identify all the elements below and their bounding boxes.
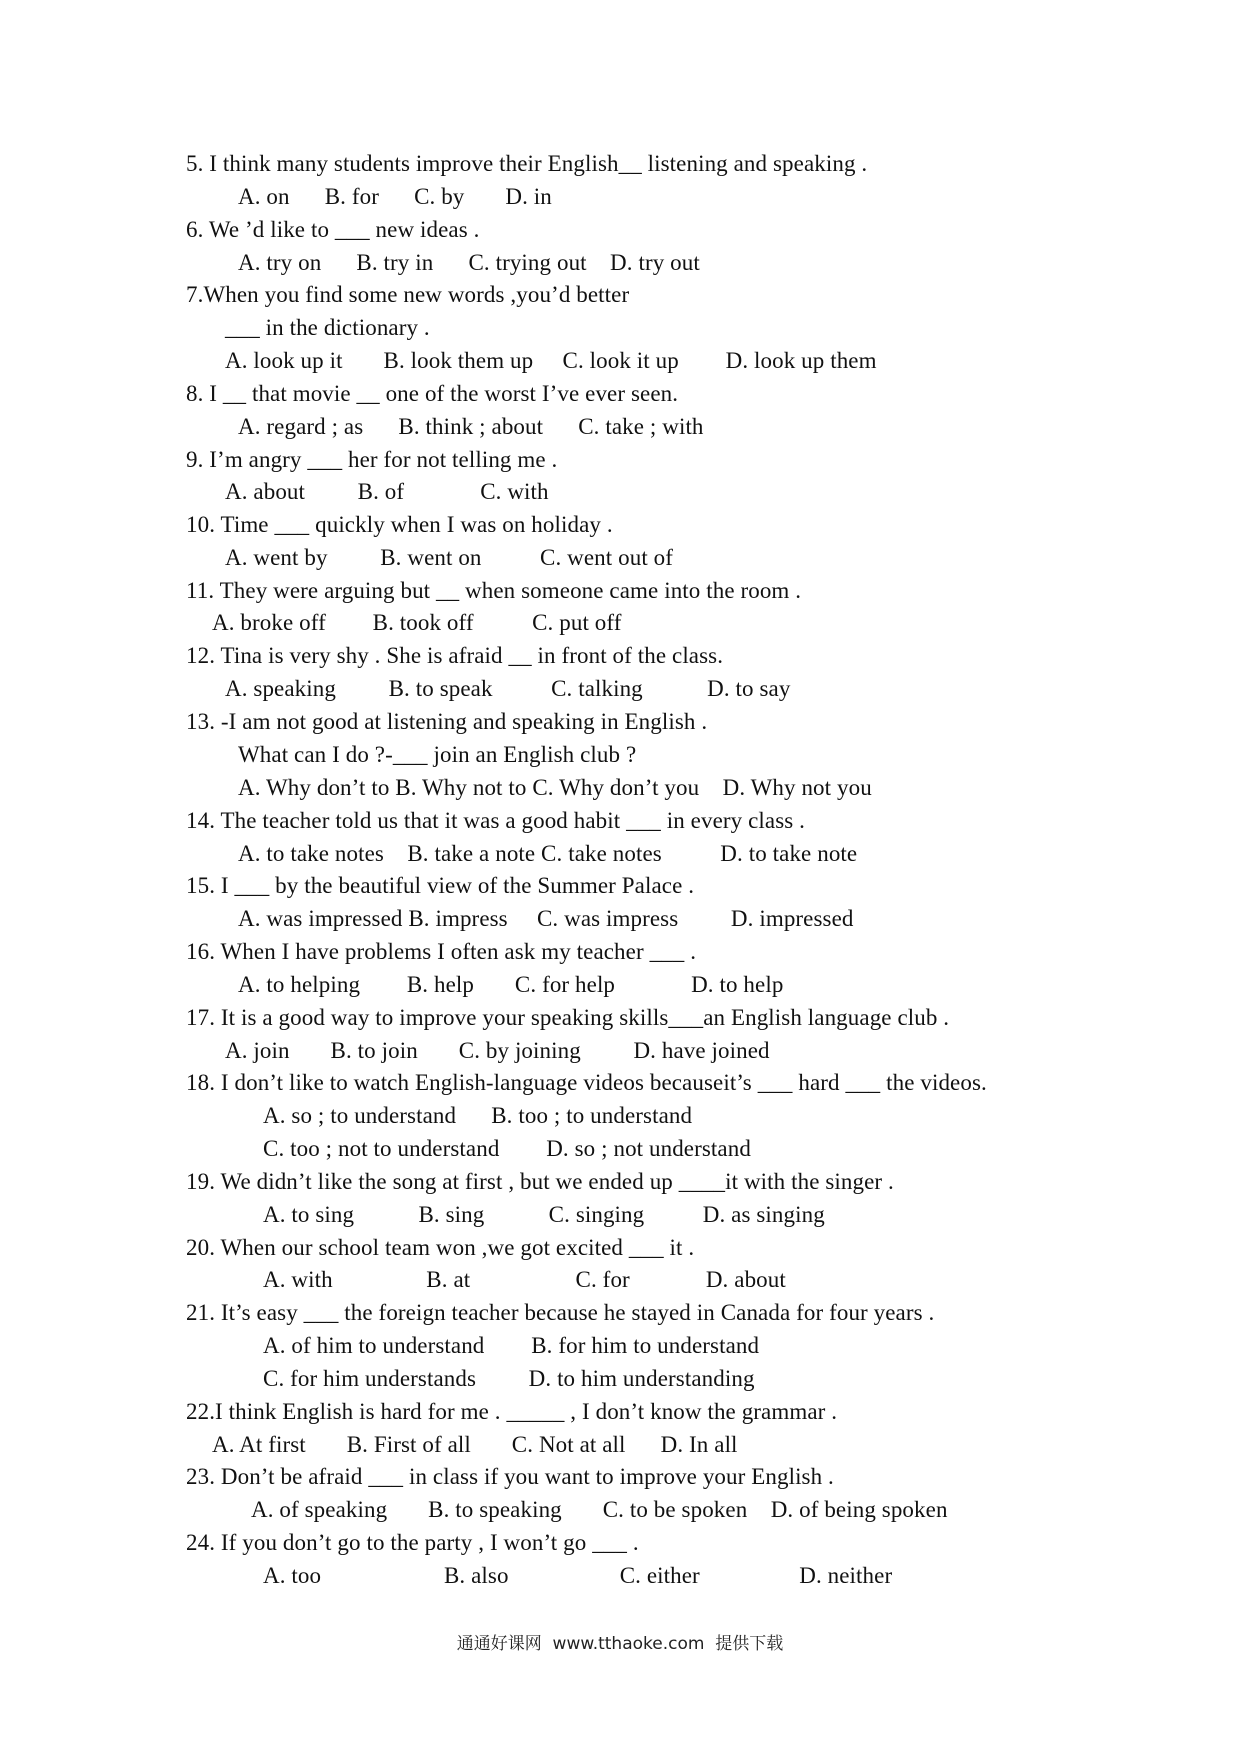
question-12-stem: 12. Tina is very shy . She is afraid __ in front of the class. — [186, 643, 724, 668]
question-9-stem: 9. I’m angry ___ her for not telling me . — [186, 447, 558, 472]
question-11-stem: 11. They were arguing but __ when someone came into the room . — [186, 578, 802, 603]
question-16-stem: 16. When I have problems I often ask my teacher ___ . — [186, 939, 697, 964]
question-12-options: A. speaking B. to speak C. talking D. to say — [225, 676, 791, 701]
question-20-options: A. with B. at C. for D. about — [263, 1267, 786, 1292]
question-24-options: A. too B. also C. either D. neither — [263, 1563, 893, 1588]
question-22-stem: 22.I think English is hard for me . _____ , I don’t know the grammar . — [186, 1399, 838, 1424]
question-6-stem: 6. We ’d like to ___ new ideas . — [186, 217, 480, 242]
question-24-stem: 24. If you don’t go to the party , I won’t go ___ . — [186, 1530, 639, 1555]
question-14-stem: 14. The teacher told us that it was a good habit ___ in every class . — [186, 808, 806, 833]
question-16-options: A. to helping B. help C. for help D. to help — [238, 972, 784, 997]
question-21-options: A. of him to understand B. for him to understand — [263, 1333, 760, 1358]
question-14-options: A. to take notes B. take a note C. take notes D. to take note — [238, 841, 858, 866]
question-10-options: A. went by B. went on C. went out of — [225, 545, 674, 570]
question-10-stem: 10. Time ___ quickly when I was on holiday . — [186, 512, 613, 537]
question-7-options: A. look up it B. look them up C. look it up D. look up them — [225, 348, 877, 373]
question-19-stem: 19. We didn’t like the song at first , but we ended up ____it with the singer . — [186, 1169, 894, 1194]
question-23-options: A. of speaking B. to speaking C. to be spoken D. of being spoken — [251, 1497, 948, 1522]
question-17-options: A. join B. to join C. by joining D. have joined — [225, 1038, 770, 1063]
question-7-stem-continued: ___ in the dictionary . — [225, 315, 430, 340]
question-5-stem: 5. I think many students improve their English__ listening and speaking . — [186, 151, 868, 176]
question-20-stem: 20. When our school team won ,we got excited ___ it . — [186, 1235, 695, 1260]
download-source-footer: 通通好课网 www.tthaoke.com 提供下载 — [456, 1634, 784, 1654]
question-18-options: A. so ; to understand B. too ; to understand — [263, 1103, 693, 1128]
question-21-stem: 21. It’s easy ___ the foreign teacher because he stayed in Canada for four years . — [186, 1300, 935, 1325]
question-15-stem: 15. I ___ by the beautiful view of the Summer Palace . — [186, 873, 695, 898]
question-8-stem: 8. I __ that movie __ one of the worst I’ve ever seen. — [186, 381, 679, 406]
question-19-options: A. to sing B. sing C. singing D. as singing — [263, 1202, 825, 1227]
question-15-options: A. was impressed B. impress C. was impress D. impressed — [238, 906, 854, 931]
question-22-options: A. At first B. First of all C. Not at all D. In all — [212, 1432, 738, 1457]
question-7-stem: 7.When you find some new words ,you’d better — [186, 282, 630, 307]
question-5-options: A. on B. for C. by D. in — [238, 184, 552, 209]
question-8-options: A. regard ; as B. think ; about C. take ; with — [238, 414, 704, 439]
question-13-stem: 13. -I am not good at listening and speaking in English . — [186, 709, 708, 734]
question-18-options-continued: C. too ; not to understand D. so ; not understand — [263, 1136, 751, 1161]
question-18-stem: 18. I don’t like to watch English-language videos becauseit’s ___ hard ___ the videos. — [186, 1070, 987, 1095]
question-21-options-continued: C. for him understands D. to him understanding — [263, 1366, 755, 1391]
question-23-stem: 23. Don’t be afraid ___ in class if you want to improve your English . — [186, 1464, 834, 1489]
question-11-options: A. broke off B. took off C. put off — [212, 610, 622, 635]
question-9-options: A. about B. of C. with — [225, 479, 549, 504]
question-13-stem-continued: What can I do ?-___ join an English club ? — [238, 742, 637, 767]
question-13-options: A. Why don’t to B. Why not to C. Why don’t you D. Why not you — [238, 775, 872, 800]
question-17-stem: 17. It is a good way to improve your speaking skills___an English language club . — [186, 1005, 950, 1030]
question-6-options: A. try on B. try in C. trying out D. try out — [238, 250, 700, 275]
